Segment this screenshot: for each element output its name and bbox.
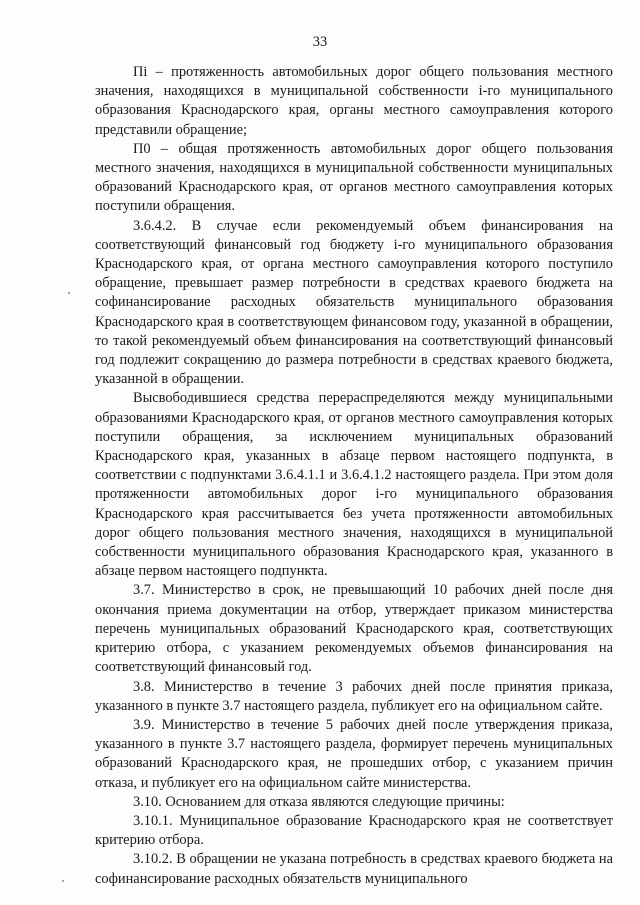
paragraph-3-7: 3.7. Министерство в срок, не превышающий 10 рабочих дней после дня окончания приема документации на отбор, утверждает приказом министерства перечень муниципальных образований Краснодарского края, соответствующих критерию отбора, с указанием рекомендуемых объемов финансирования на соответствующий финансовый год. [95,582,613,676]
paragraph-3-6-4-2: 3.6.4.2. В случае если рекомендуемый объем финансирования на соответствующий финансовый год бюджету i-го муниципального образования Краснодарского края, от органа местного самоуправления которого поступило обращение, превышает размер потребности в средствах краевого бюджета на софинансирование расходных обязательств муниципального образования Краснодарского края в соответствующем финансовом году, указанной в обращении, то такой рекомендуемый объем финансирования на соответствующий финансовый год подлежит сокращению до размера потребности в средствах краевого бюджета, указанной в обращении. [95,217,613,388]
paragraph-p0-definition: П0 – общая протяженность автомобильных дорог общего пользования местного значения, находящихся в муниципальной собственности муниципальных образований Краснодарского края, от органов местного самоуправления которых поступили обращения. [95,140,613,215]
paragraph-3-10: 3.10. Основанием для отказа являются следующие причины: [133,793,505,810]
document-body [95,63,613,889]
paragraph-pi-definition: Пi – протяженность автомобильных дорог общего пользования местного значения, находящихся в муниципальной собственности i-го муниципального образования Краснодарского края, органы местного самоуправления которого представили обращение; [95,64,613,138]
paragraph-3-10-1: 3.10.1. Муниципальное образование Краснодарского края не соответствует критерию отбора. [95,812,613,849]
scan-speck [62,880,64,882]
paragraph-3-9: 3.9. Министерство в течение 5 рабочих дней после утверждения приказа, указанного в пункте 3.7 настоящего раздела, формирует перечень муниципальных образований Краснодарского края, не прошедших отбор, с указанием причин отказа, и публикует его на официальном сайте министерства. [95,716,613,791]
paragraph-redistribution: Высвободившиеся средства перераспределяются между муниципальными образованиями Краснодарского края, от органов местного самоуправления которых поступили обращения, за исключением муниципальных образований Краснодарского края, указанных в абзаце первом настоящего подпункта, в соответствии с подпунктами 3.6.4.1.1 и 3.6.4.1.2 настоящего раздела. При этом доля протяженности автомобильных дорог i-го муниципального образования Краснодарского края рассчитывается без учета протяженности автомобильных дорог общего пользования местного значения, находящихся в муниципальной собственности муниципального образования Краснодарского края, указанного в абзаце первом настоящего подпункта. [95,390,613,580]
paragraph-3-10-2: 3.10.2. В обращении не указана потребность в средствах краевого бюджета на софинансирование расходных обязательств муниципального [95,851,613,887]
page-number: 33 [312,34,328,50]
paragraph-3-8: 3.8. Министерство в течение 3 рабочих дней после принятия приказа, указанного в пункте 3.7 настоящего раздела, публикует его на официальном сайте. [95,678,613,714]
scan-speck [68,292,70,294]
